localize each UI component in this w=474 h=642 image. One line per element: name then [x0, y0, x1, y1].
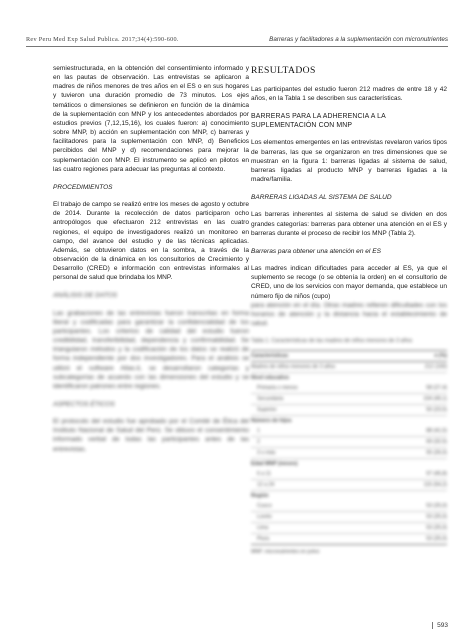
table-cell-label: 2 — [257, 439, 260, 446]
aspectos-eticos-paragraph: El protocolo del estudio fue aprobado por el Comité de Ética del Instituto Nacional de Salud del Perú. Se obtuvo el consentimiento informado verbal de todas las participantes antes de las entrevistas. — [53, 418, 249, 453]
resultados-heading: RESULTADOS — [251, 65, 316, 76]
table-cell-value: 69 (32,5) — [426, 439, 447, 446]
analisis-heading: ANÁLISIS DE DATOS — [53, 292, 118, 300]
table-row — [251, 426, 447, 437]
table-cell-label: Lima — [257, 525, 269, 532]
table-header-cell: n (%) — [434, 353, 447, 360]
atencion-continuation: para atención en el día. Otras madres refieren dificultades con los horarios de atención y la distancia hacia el establecimiento de salud. — [251, 301, 447, 327]
table-cell-label: Secundaria — [257, 396, 284, 403]
table-row — [251, 416, 447, 426]
table-body — [251, 362, 447, 545]
table-header-row — [251, 350, 447, 362]
procedimientos-paragraph: El trabajo de campo se realizó entre los meses de agosto y octubre de 2014. Durante la recolección de datos participaron ocho antropólogos que efectuaron 212 entrevistas en las cuatro regiones, el equipo de investigadores realizó un monitoreo en campo, del avance del estudio y de las técnicas aplicadas. Además, se obtuvieron datos en la sombra, a través de la observación de la dinámica en los consultorios de Crecimiento y Desarrollo (CRED) e información con entrevistas informales al personal de salud que brindaba los MNP. — [53, 201, 249, 282]
table-cell-value: 115 (54,2) — [423, 482, 447, 489]
blurred-section — [53, 291, 249, 453]
table-caption: Tabla 1. Características de las madres de niños menores de 3 años — [251, 338, 413, 345]
table-row — [251, 405, 447, 416]
page-number: 593 — [432, 622, 448, 629]
table-row — [251, 362, 447, 373]
sistema-salud-paragraph: Las barreras inherentes al sistema de salud se dividen en dos grandes categorías: barreras para obtener una atención en el ES y barreras durante el proceso de recibir los MNP (Tabla 2). — [251, 211, 447, 237]
table-cell-label: Cusco — [257, 503, 272, 510]
table-cell-value: 53 (25,0) — [426, 536, 447, 543]
table-cell-value: 88 (41,5) — [426, 428, 447, 435]
resultados-paragraph: Las participantes del estudio fueron 212 madres de entre 18 y 42 años, en la Tabla 1 se describen sus características. — [251, 86, 447, 103]
table-cell-label: Primaria o menos — [257, 385, 298, 392]
table-row — [251, 480, 447, 491]
table-row — [251, 459, 447, 469]
atencion-paragraph: Las madres indican dificultades para acceder al ES, ya que el suplemento se recoge (o se obtenía la orden) en el consultorio de CRED, uno de los servicios con mayor demanda, que establece un número fijo de niños (cupo) — [251, 265, 447, 300]
procedimientos-heading: PROCEDIMIENTOS — [53, 183, 113, 191]
analisis-paragraph: Las grabaciones de las entrevistas fueron transcritas en forma literal y codificadas para garantizar la confidencialidad de los participantes. Los criterios de calidad del estudio fueron credibilidad, transferibilidad, dependencia y confirmabilidad. Se triangularon métodos y la codificación de los datos se realizó de forma independiente por dos investigadores. Para el análisis se utilizó el software Atlas.ti, se desarrollaron categorías y subcategorías de acuerdo con las dimensiones del estudio y se identificaron patrones entre regiones. — [53, 309, 249, 390]
running-head — [26, 29, 448, 47]
table-cell-value: 50 (23,5) — [426, 407, 447, 414]
table-cell-label: Región — [251, 493, 269, 500]
barreras-heading: BARRERAS PARA LA ADHERENCIA A LA SUPLEMENTACIÓN CON MNP — [251, 113, 386, 130]
article-short-title: Barreras y facilitadores a la suplementación con micronutrientes — [269, 36, 448, 43]
table-cell-value: 104 (49,1) — [423, 396, 447, 403]
table-row — [251, 383, 447, 394]
table-cell-value: 53 (25,0) — [426, 503, 447, 510]
table-footnote: MNP: micronutrientes en polvo — [251, 549, 320, 556]
left-column — [53, 64, 249, 463]
table-cell-label: 1 — [257, 428, 260, 435]
table-cell-label: Madres de niños menores de 3 años — [251, 364, 336, 371]
table-cell-value: 97 (45,8) — [426, 471, 447, 478]
table-row — [251, 501, 447, 512]
barreras-paragraph: Los elementos emergentes en las entrevistas revelaron varios tipos de barreras, las que se organizaron en tres dimensiones que se muestran en la figura 1: barreras ligadas al sistema de salud, barreras ligadas al producto MNP y barreras ligadas a la madre/familia. — [251, 139, 447, 184]
table-cell-value: 53 (25,0) — [426, 514, 447, 521]
table-row — [251, 534, 447, 545]
right-column — [251, 64, 447, 556]
atencion-heading: Barreras para obtener una atención en el ES — [251, 247, 381, 255]
table-row — [251, 523, 447, 534]
table-cell-label: Superior — [257, 407, 277, 414]
methods-paragraph: semiestructurada, en la obtención del consentimiento informado y en las pautas de observación. Las entrevistas se aplicaron a madres de niños menores de tres años en el ES o en sus hogares y tuvieron una duración promedio de 73 minutos. Los ejes temáticos o dimensiones se definieron en función de la dinámica de la suplementación con MNP y los antecedentes abordados por estudios previos (7,12,15,16), los cuales fueron: a) conocimiento sobre MNP, b) acción en suplementación con MNP, c) barreras y facilitadores para la suplementación con MNP, d) Beneficios percibidos del MNP y d) recomendaciones para mejorar la suplementación con MNP. El instrumento se aplicó en pilotos en las cuatro regiones para adecuar las preguntas al contexto. — [53, 65, 249, 173]
table-cell-label: 12 a 24 — [257, 482, 275, 489]
table-cell-value: 53 (25,0) — [426, 525, 447, 532]
table-cell-label: Número de hijos — [251, 418, 292, 425]
table-cell-label: 6 a 11 — [257, 471, 272, 478]
table-header-cell: Características — [251, 353, 289, 360]
sistema-salud-heading: BARRERAS LIGADAS AL SISTEMA DE SALUD — [251, 194, 392, 202]
blurred-table-region — [251, 301, 447, 556]
table-row — [251, 448, 447, 459]
table-row — [251, 469, 447, 480]
table-cell-value: 55 (26,0) — [426, 450, 447, 457]
table-cell-label: Nivel educativo — [251, 375, 290, 382]
table-row — [251, 394, 447, 405]
table-cell-value: 58 (27,4) — [426, 385, 447, 392]
table-cell-label: Edad MNP (meses) — [251, 461, 298, 468]
table-cell-value: 212 (100) — [424, 364, 447, 371]
table-row — [251, 512, 447, 523]
table-row — [251, 491, 447, 501]
table-row — [251, 373, 447, 383]
table-row — [251, 437, 447, 448]
aspectos-eticos-heading: ASPECTOS ÉTICOS — [53, 401, 115, 408]
table-cell-label: Loreto — [257, 514, 272, 521]
journal-citation: Rev Peru Med Exp Salud Publica. 2017;34(4):590-600. — [26, 36, 179, 43]
table-1 — [251, 337, 447, 556]
table-cell-label: 3 o más — [257, 450, 276, 457]
table-cell-label: Piura — [257, 536, 270, 543]
